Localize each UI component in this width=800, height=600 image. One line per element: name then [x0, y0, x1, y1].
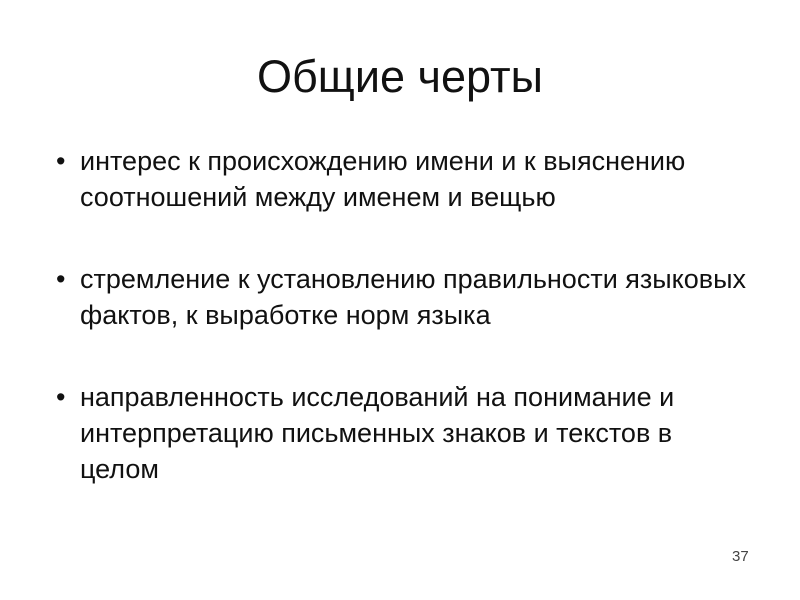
bullet-text: направленность исследований на понимание и интерпретацию письменных знаков и текстов в целом	[80, 382, 675, 484]
bullet-item	[56, 379, 756, 487]
bullet-marker: •	[56, 264, 66, 294]
page-number: 37	[732, 548, 749, 565]
bullet-item	[56, 143, 756, 215]
bullet-item	[56, 261, 756, 333]
bullet-text: стремление к установлению правильности языковых фактов, к выработке норм языка	[80, 264, 747, 330]
bullet-marker: •	[56, 382, 66, 412]
bullet-text: интерес к происхождению имени и к выяснению соотношений между именем и вещью	[80, 146, 686, 212]
slide-title: Общие черты	[257, 51, 543, 102]
bullet-list	[56, 143, 756, 533]
bullet-marker: •	[56, 146, 66, 176]
